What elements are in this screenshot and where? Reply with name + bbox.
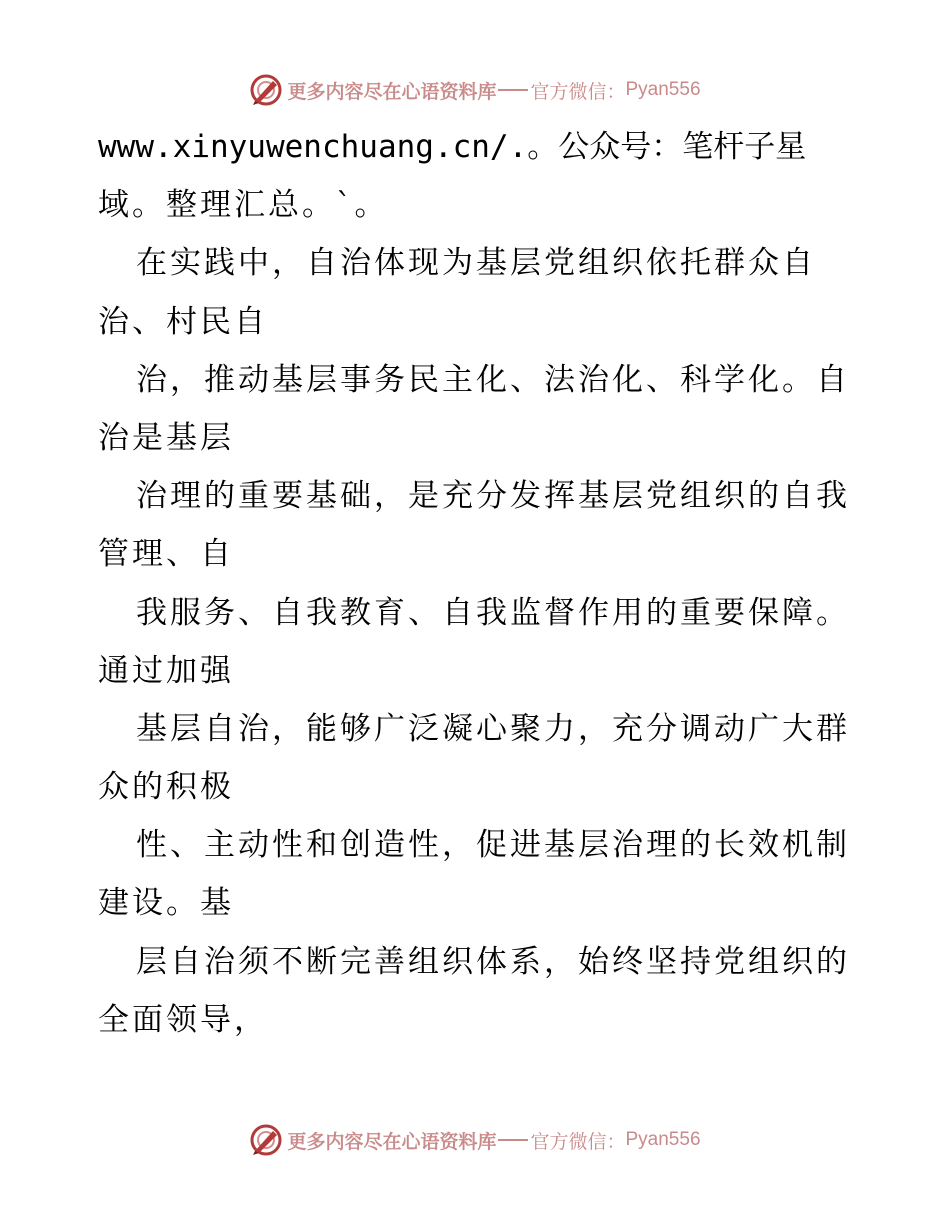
body-line-14: 建设。基 — [98, 885, 234, 922]
header-wechat-id: Pyan556 — [625, 79, 701, 100]
body-line-2: 域。整理汇总。`。 — [98, 187, 389, 224]
body-line-16: 全面领导， — [98, 1001, 268, 1038]
body-line-10: 通过加强 — [98, 652, 234, 689]
body-line-3: 在实践中，自治体现为基层党组织依托群众自 — [136, 245, 816, 282]
header-watermark — [0, 70, 950, 110]
body-line-11: 基层自治，能够广泛凝心聚力，充分调动广大群 — [136, 710, 850, 747]
header-dash — [498, 89, 528, 91]
body-line-5: 治，推动基层事务民主化、法治化、科学化。自 — [136, 361, 850, 398]
pen-logo-icon — [249, 73, 283, 107]
body-line-15: 层自治须不断完善组织体系，始终坚持党组织的 — [136, 943, 850, 980]
body-line-12: 众的积极 — [98, 769, 234, 806]
body-line-6: 治是基层 — [98, 419, 234, 456]
pen-logo-icon — [249, 1123, 283, 1157]
document-body — [98, 118, 858, 1049]
body-line-8: 管理、自 — [98, 536, 234, 573]
body-line-9: 我服务、自我教育、自我监督作用的重要保障。 — [136, 594, 850, 631]
body-line-1: www.xinyuwenchuang.cn/.。公众号：笔杆子星 — [98, 129, 807, 165]
header-official-label: 官方微信： — [530, 80, 626, 103]
footer-watermark — [0, 1120, 950, 1160]
footer-brand-text: 更多内容尽在心语资料库 — [287, 1130, 497, 1153]
footer-dash — [498, 1139, 528, 1141]
body-line-13: 性、主动性和创造性，促进基层治理的长效机制 — [136, 827, 850, 864]
footer-official-label: 官方微信： — [530, 1130, 626, 1153]
header-brand-text: 更多内容尽在心语资料库 — [287, 80, 497, 103]
body-line-4: 治、村民自 — [98, 303, 268, 340]
body-line-7: 治理的重要基础，是充分发挥基层党组织的自我 — [136, 478, 850, 515]
footer-wechat-id: Pyan556 — [625, 1129, 701, 1150]
